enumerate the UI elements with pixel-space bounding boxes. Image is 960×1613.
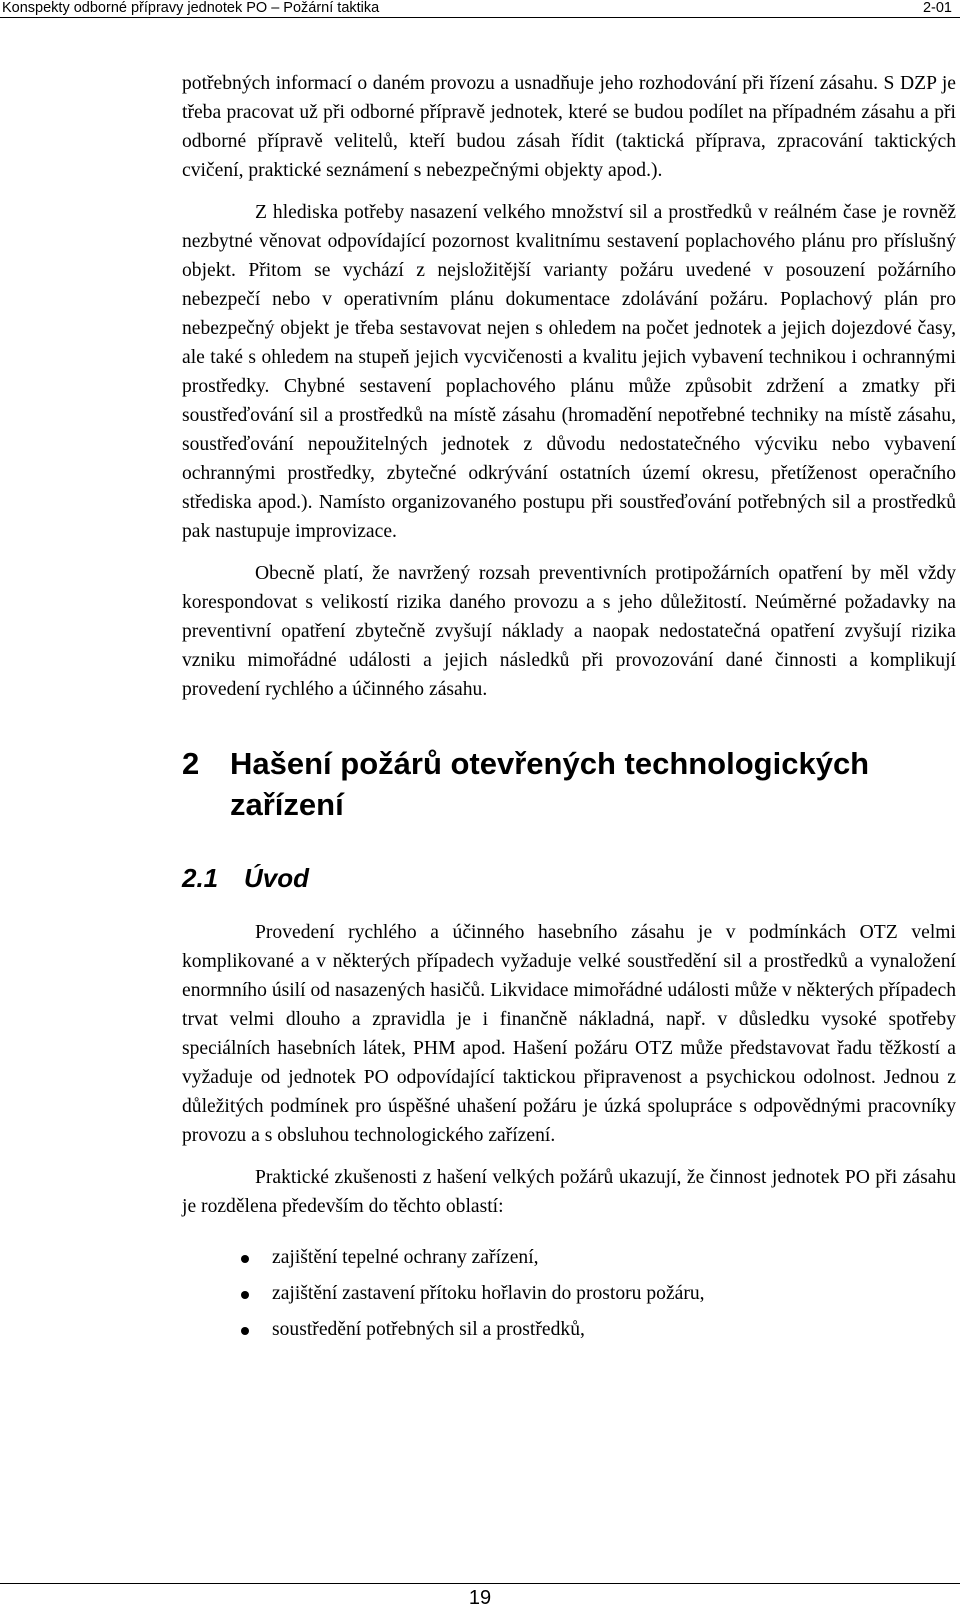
page-number: 19 [468, 1587, 492, 1609]
page-header [0, 0, 960, 18]
header-chapter-code: 2-01 [922, 0, 952, 16]
bullet-icon [241, 1327, 249, 1335]
subsection-title: Úvod [244, 863, 309, 893]
paragraph-alarm-plan: Z hlediska potřeby nasazení velkého množství sil a prostředků v reálném čase je rovněž nezbytné věnovat odpovídající pozornost kvalitnímu sestavení poplachového plánu pro příslušný objekt. Přitom se vychází z nejsložitější varianty požáru uvedené v posouzení požárního nebezpečí nebo v operativním plánu dokumentace zdolávání požáru. Poplachový plán pro nebezpečný objekt je třeba sestavovat nejen s ohledem na počet jednotek a jejich dojezdové časy, ale také s ohledem na stupeň jejich vycvičenosti a kvalitu jejich vybavení technikou i ochrannými prostředky. Chybné sestavení poplachového plánu může způsobit zdržení a zmatky při soustřeďování sil a prostředků na místě zásahu (hromadění nepotřebné techniky na místě zásahu, soustřeďování nepoužitelných jednotek z důvodu nedostatečného výcviku nebo vybavení ochrannými prostředky, zbytečné odkrývání ostatních území okresu, přetíženost operačního střediska apod.). Namísto organizovaného postupu při soustřeďování potřebných sil a prostředků pak nastupuje improvizace. [182, 202, 956, 542]
paragraph-continuation: potřebných informací o daném provozu a usnadňuje jeho rozhodování při řízení zásahu. S DZP je třeba pracovat už při odborné přípravě jednotek, které se budou podílet na případném zásahu a při odborné přípravě velitelů, kteří budou zásah řídit (taktická příprava, zpracování taktických cvičení, praktické seznámení s nebezpečnými objekty apod.). [182, 73, 956, 181]
page-content [182, 69, 956, 1348]
list-item: zajištění zastavení přítoku hořlavin do prostoru požáru, [182, 1276, 956, 1312]
paragraph-practical-experience: Praktické zkušenosti z hašení velkých požárů ukazují, že činnost jednotek PO při zásahu je rozdělena především do těchto oblastí: [182, 1167, 956, 1217]
bullet-icon [241, 1255, 249, 1263]
activity-list [182, 1240, 956, 1348]
header-title: Konspekty odborné přípravy jednotek PO – Požární taktika [2, 0, 380, 16]
paragraph-preventive-measures: Obecně platí, že navržený rozsah preventivních protipožárních opatření by měl vždy korespondovat s velikostí rizika daného provozu a s jeho důležitostí. Neúměrné požadavky na preventivní opatření zbytečně zvyšují náklady a naopak nedostatečná opatření zvyšují rizika vzniku mimořádné události a jejich následků při provozování dané činnosti a komplikují provedení rychlého a účinného zásahu. [182, 563, 956, 700]
section-heading [182, 743, 960, 825]
bullet-icon [241, 1291, 249, 1299]
section-title: Hašení požárů otevřených technologických zařízení [230, 746, 870, 822]
subsection-number: 2.1 [182, 863, 219, 893]
section-number: 2 [182, 746, 200, 781]
paragraph-introduction: Provedení rychlého a účinného hasebního zásahu je v podmínkách OTZ velmi komplikované a v některých případech vyžaduje velké soustředění sil a prostředků a vynaložení enormního úsilí od nasazených hasičů. Likvidace mimořádné události může v některých případech trvat velmi dlouho a zpravidla je i finančně nákladná, např. v důsledku vysoké spotřeby speciálních hasebních látek, PHM apod. Hašení požáru OTZ může představovat řadu těžkostí a vyžaduje od jednotek PO odpovídající taktickou připravenost a psychickou odolnost. Jednou z důležitých podmínek pro úspěšné uhašení požáru je úzká spolupráce s odpovědnými pracovníky provozu a s obsluhou technologického zařízení. [182, 922, 956, 1146]
list-item: soustředění potřebných sil a prostředků, [182, 1312, 956, 1348]
subsection-heading [182, 863, 956, 893]
list-item: zajištění tepelné ochrany zařízení, [182, 1240, 956, 1276]
footer-divider [0, 1583, 960, 1584]
